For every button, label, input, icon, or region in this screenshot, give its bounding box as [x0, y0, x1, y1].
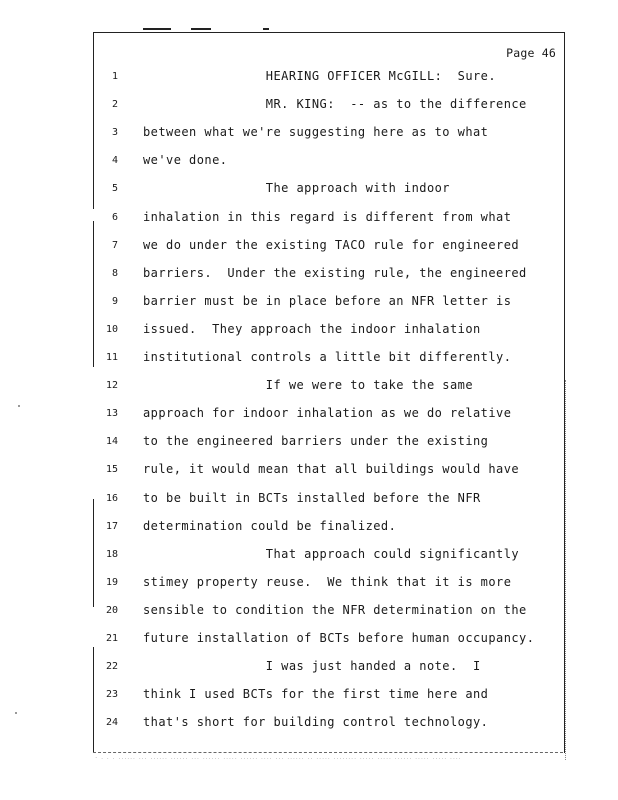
line-number: 11 [105, 352, 118, 363]
line-number: 24 [105, 717, 118, 729]
line-text: The approach with indoor [143, 181, 450, 196]
transcript-line [94, 434, 564, 452]
line-text: barrier must be in place before an NFR letter is [143, 293, 512, 308]
line-text: institutional controls a little bit differently. [143, 350, 512, 364]
line-text: MR. KING: -- as to the difference [143, 97, 527, 112]
scan-artifact [15, 712, 17, 714]
transcript-page [93, 32, 565, 753]
line-number: 7 [111, 239, 118, 251]
page-bottom-rule [93, 752, 563, 753]
line-number: 20 [105, 604, 118, 616]
transcript-line [94, 603, 564, 621]
transcript-line [94, 97, 564, 115]
line-number: 3 [111, 127, 118, 139]
line-text: stimey property reuse. We think that it is more [143, 574, 512, 589]
transcript-line [94, 547, 564, 565]
line-text: HEARING OFFICER McGILL: Sure. [143, 69, 497, 83]
transcript-line [94, 406, 564, 424]
line-number: 15 [105, 464, 118, 476]
line-text: That approach could significantly [143, 546, 520, 561]
line-number: 22 [105, 661, 118, 673]
line-text: inhalation in this regard is different from what [143, 209, 512, 224]
line-number: 2 [111, 99, 118, 111]
line-number: 5 [111, 183, 118, 195]
transcript-line [94, 378, 564, 396]
line-number: 19 [105, 576, 118, 588]
transcript-line [94, 631, 564, 649]
line-number: 1 [111, 71, 118, 82]
transcript-line [94, 210, 564, 228]
transcript-line [94, 519, 564, 537]
line-number: 8 [111, 267, 118, 279]
line-text: If we were to take the same [143, 378, 474, 393]
transcript-line [94, 715, 564, 733]
line-text: sensible to condition the NFR determination on the [143, 602, 527, 617]
line-text: determination could be finalized. [143, 518, 397, 533]
transcript-line [94, 153, 564, 171]
transcript-line [94, 181, 564, 199]
transcript-line [94, 491, 564, 509]
transcript-line [94, 659, 564, 677]
line-number: 21 [105, 633, 118, 644]
line-number: 23 [105, 689, 118, 701]
transcript-line [94, 238, 564, 256]
transcript-line [94, 575, 564, 593]
scan-edge-artifact [565, 380, 567, 760]
transcript-line [94, 266, 564, 284]
line-number: 17 [105, 520, 118, 532]
line-number: 4 [111, 155, 118, 167]
line-text: to be built in BCTs installed before the NFR [143, 490, 481, 505]
line-number: 10 [105, 323, 118, 335]
line-text: between what we're suggesting here as to what [143, 125, 489, 140]
scan-artifact [18, 405, 20, 407]
transcript-line [94, 462, 564, 480]
line-number: 13 [105, 408, 118, 420]
transcript-line [94, 125, 564, 143]
line-number: 18 [105, 548, 118, 560]
line-text: future installation of BCTs before human occupancy. [143, 631, 535, 645]
line-text: we've done. [143, 153, 228, 168]
page-number: Page 46 [506, 46, 556, 60]
line-number: 14 [105, 436, 118, 448]
footer-scan-text: - . . . ...... ... ...... ...... ... ...... ..... ...... .... ... ...... .. ..... ........ ..... ..... ...... ..... ..... .... [95, 755, 462, 760]
line-number: 16 [105, 492, 118, 504]
line-text: think I used BCTs for the first time here and [143, 687, 489, 702]
line-number: 9 [111, 295, 118, 307]
line-text: we do under the existing TACO rule for engineered [143, 237, 520, 252]
line-text: rule, it would mean that all buildings would have [143, 462, 520, 477]
line-number: 6 [111, 211, 118, 223]
line-text: to the engineered barriers under the existing [143, 434, 489, 449]
transcript-line [94, 350, 564, 368]
transcript-line [94, 69, 564, 87]
line-text: issued. They approach the indoor inhalation [143, 321, 481, 336]
line-text: I was just handed a note. I [143, 659, 481, 674]
transcript-line [94, 294, 564, 312]
line-number: 12 [105, 380, 118, 392]
transcript-line [94, 322, 564, 340]
line-text: approach for indoor inhalation as we do relative [143, 406, 512, 421]
line-text: barriers. Under the existing rule, the engineered [143, 265, 527, 280]
transcript-line [94, 687, 564, 705]
line-text: that's short for building control technology. [143, 715, 489, 730]
